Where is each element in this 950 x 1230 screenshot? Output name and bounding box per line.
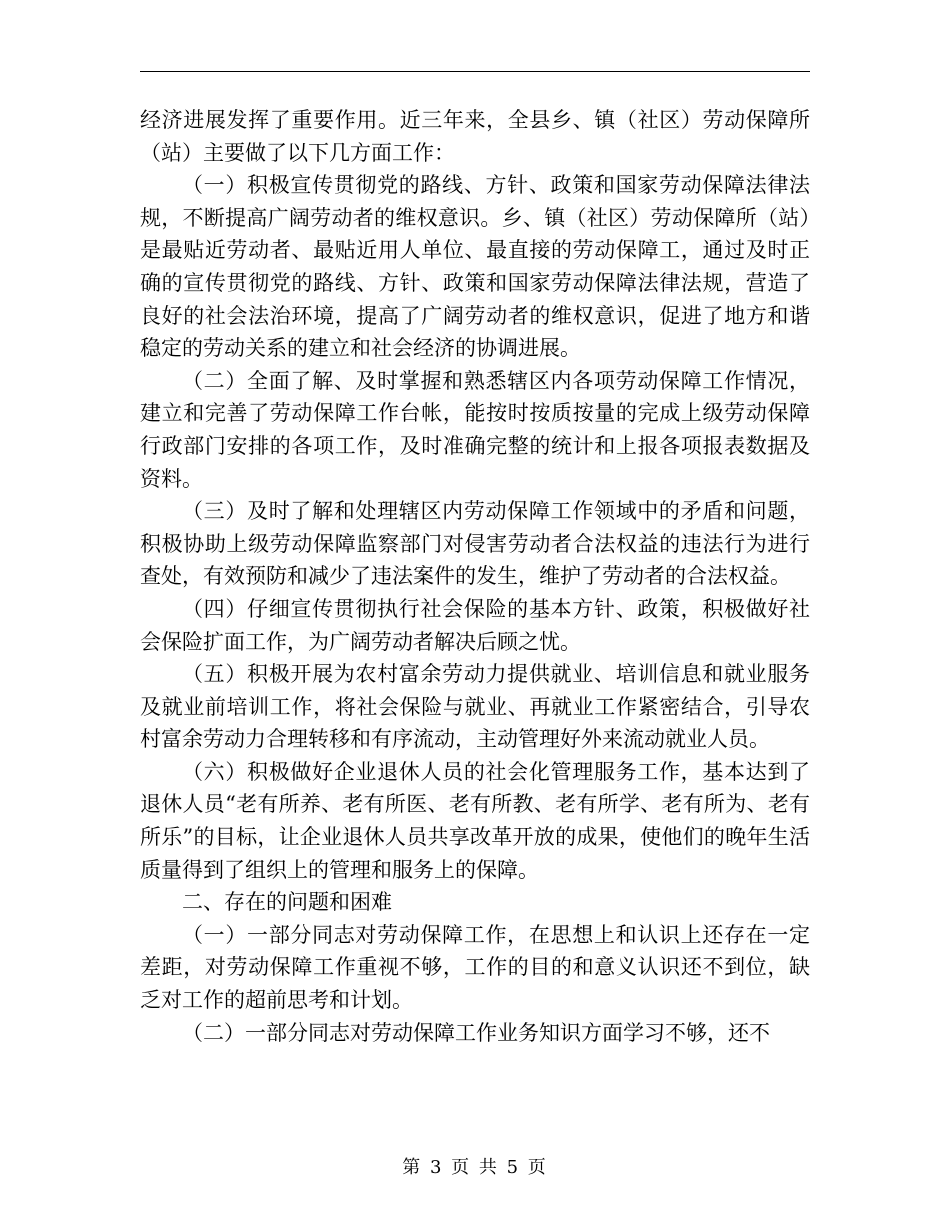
paragraph-3: （二）全面了解、及时掌握和熟悉辖区内各项劳动保障工作情况，建立和完善了劳动保障工作台帐，能按时按质按量的完成上级劳动保障行政部门安排的各项工作，及时准确完整的统计和上报各项报表数据及资料。: [140, 368, 810, 491]
paragraph-4: （三）及时了解和处理辖区内劳动保障工作领域中的矛盾和问题，积极协助上级劳动保障监察部门对侵害劳动者合法权益的违法行为进行查处，有效预防和减少了违法案件的发生，维护了劳动者的合法权益。: [140, 499, 810, 589]
paragraph-1: 经济进展发挥了重要作用。近三年来，全县乡、镇（社区）劳动保障所（站）主要做了以下几方面工作：: [140, 108, 810, 165]
paragraph-9: （一）一部分同志对劳动保障工作，在思想上和认识上还存在一定差距，对劳动保障工作重视不够，工作的目的和意义认识还不到位，缺乏对工作的超前思考和计划。: [140, 922, 810, 1013]
page-footer: 第 3 页 共 5 页: [402, 1157, 548, 1178]
paragraph-7: （六）积极做好企业退休人员的社会化管理服务工作，基本达到了退休人员“老有所养、老有所医、老有所教、老有所学、老有所为、老有所乐”的目标，让企业退休人员共享改革开放的成果，使他们的晚年生活质量得到了组织上的管理和服务上的保障。: [140, 759, 810, 882]
paragraph-5: （四）仔细宣传贯彻执行社会保险的基本方针、政策，积极做好社会保险扩面工作，为广阔劳动者解决后顾之忧。: [140, 596, 810, 654]
paragraph-2: （一）积极宣传贯彻党的路线、方针、政策和国家劳动保障法律法规，不断提高广阔劳动者的维权意识。乡、镇（社区）劳动保障所（站）是最贴近劳动者、最贴近用人单位、最直接的劳动保障工，通过及时正确的宣传贯彻党的路线、方针、政策和国家劳动保障法律法规，营造了良好的社会法治环境，提高了广阔劳动者的维权意识，促进了地方和谐稳定的劳动关系的建立和社会经济的协调进展。: [140, 173, 810, 361]
header-rule: [140, 71, 810, 72]
section-heading: 二、存在的问题和困难: [182, 890, 392, 915]
paragraph-10: （二）一部分同志对劳动保障工作业务知识方面学习不够，还不: [182, 1020, 770, 1045]
paragraph-6: （五）积极开展为农村富余劳动力提供就业、培训信息和就业服务及就业前培训工作，将社会保险与就业、再就业工作紧密结合，引导农村富余劳动力合理转移和有序流动，主动管理好外来流动就业人员。: [140, 662, 810, 752]
document-body: [140, 104, 810, 1049]
